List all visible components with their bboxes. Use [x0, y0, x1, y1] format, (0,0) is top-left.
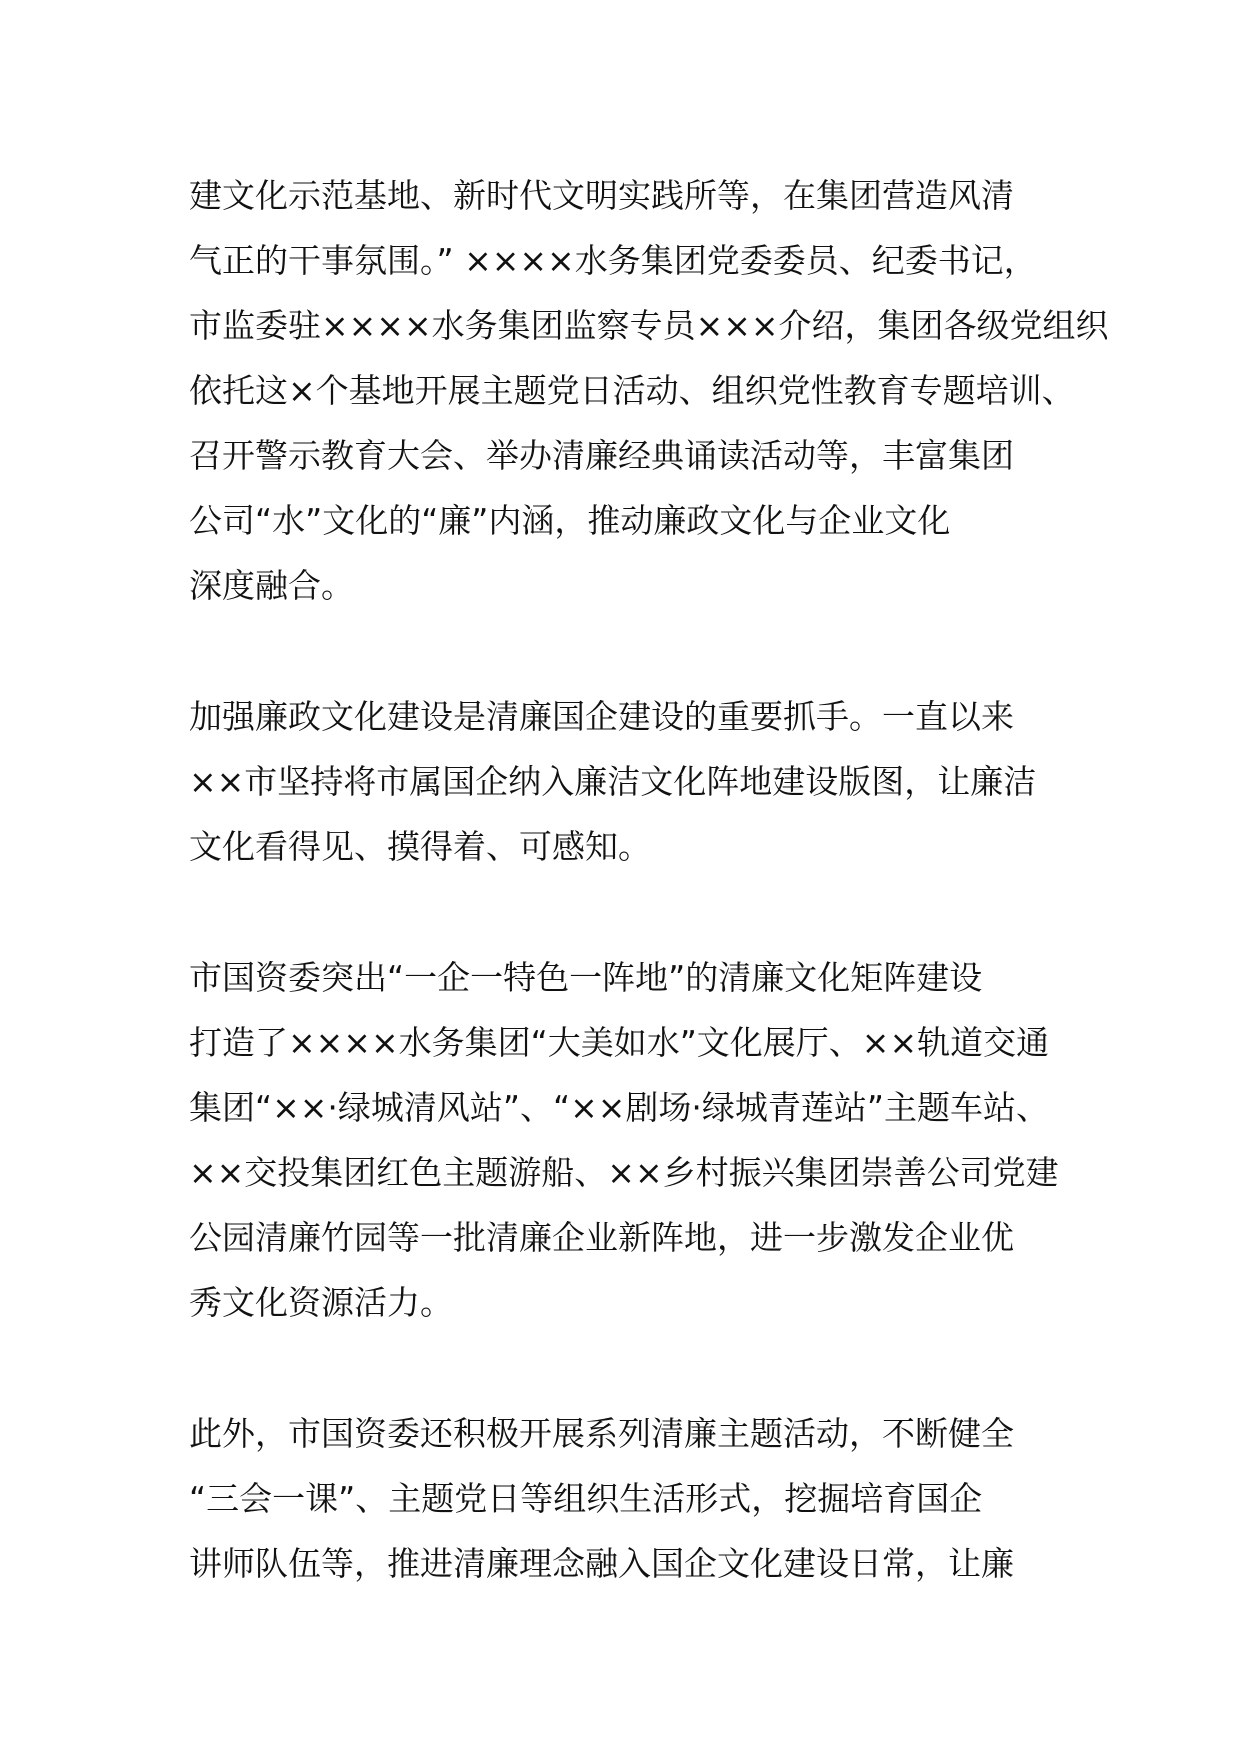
text-line: 打造了××××水务集团“大美如水”文化展厅、××轨道交通: [189, 1023, 1050, 1062]
text-line: 集团“××·绿城清风站”、“××剧场·绿城青莲站”主题车站、: [189, 1088, 1049, 1127]
document-body: [189, 163, 1109, 1662]
text-line: “三会一课”、主题党日等组织生活形式，挖掘培育国企: [189, 1479, 983, 1518]
paragraph-2: [189, 684, 1089, 879]
text-line: 建文化示范基地、新时代文明实践所等，在集团营造风清: [189, 176, 1014, 215]
paragraph-3: [189, 945, 1089, 1335]
text-line: 市监委驻××××水务集团监察专员×××介绍，集团各级党组织: [189, 306, 1109, 345]
text-line: 气正的干事氛围。” ××××水务集团党委委员、纪委书记，: [189, 241, 1037, 280]
text-line: 公园清廉竹园等一批清廉企业新阵地，进一步激发企业优: [189, 1218, 1014, 1257]
text-line: 市国资委突出“一企一特色一阵地”的清廉文化矩阵建设: [189, 958, 983, 997]
paragraph-4: [189, 1401, 1089, 1596]
text-line: 此外，市国资委还积极开展系列清廉主题活动，不断健全: [189, 1414, 1014, 1453]
text-line: 讲师队伍等，推进清廉理念融入国企文化建设日常，让廉: [189, 1544, 1014, 1583]
text-line: 深度融合。: [189, 566, 354, 605]
text-line: 加强廉政文化建设是清廉国企建设的重要抓手。一直以来: [189, 697, 1014, 736]
paragraph-1: [189, 163, 1109, 618]
text-line: ××市坚持将市属国企纳入廉洁文化阵地建设版图，让廉洁: [189, 762, 1037, 801]
text-line: 文化看得见、摸得着、可感知。: [189, 827, 651, 866]
text-line: 召开警示教育大会、举办清廉经典诵读活动等，丰富集团: [189, 436, 1014, 475]
text-line: ××交投集团红色主题游船、××乡村振兴集团崇善公司党建: [189, 1153, 1059, 1192]
text-line: 公司“水”文化的“廉”内涵，推动廉政文化与企业文化: [189, 501, 951, 540]
text-line: 依托这×个基地开展主题党日活动、组织党性教育专题培训、: [189, 371, 1075, 410]
text-line: 秀文化资源活力。: [189, 1283, 453, 1322]
